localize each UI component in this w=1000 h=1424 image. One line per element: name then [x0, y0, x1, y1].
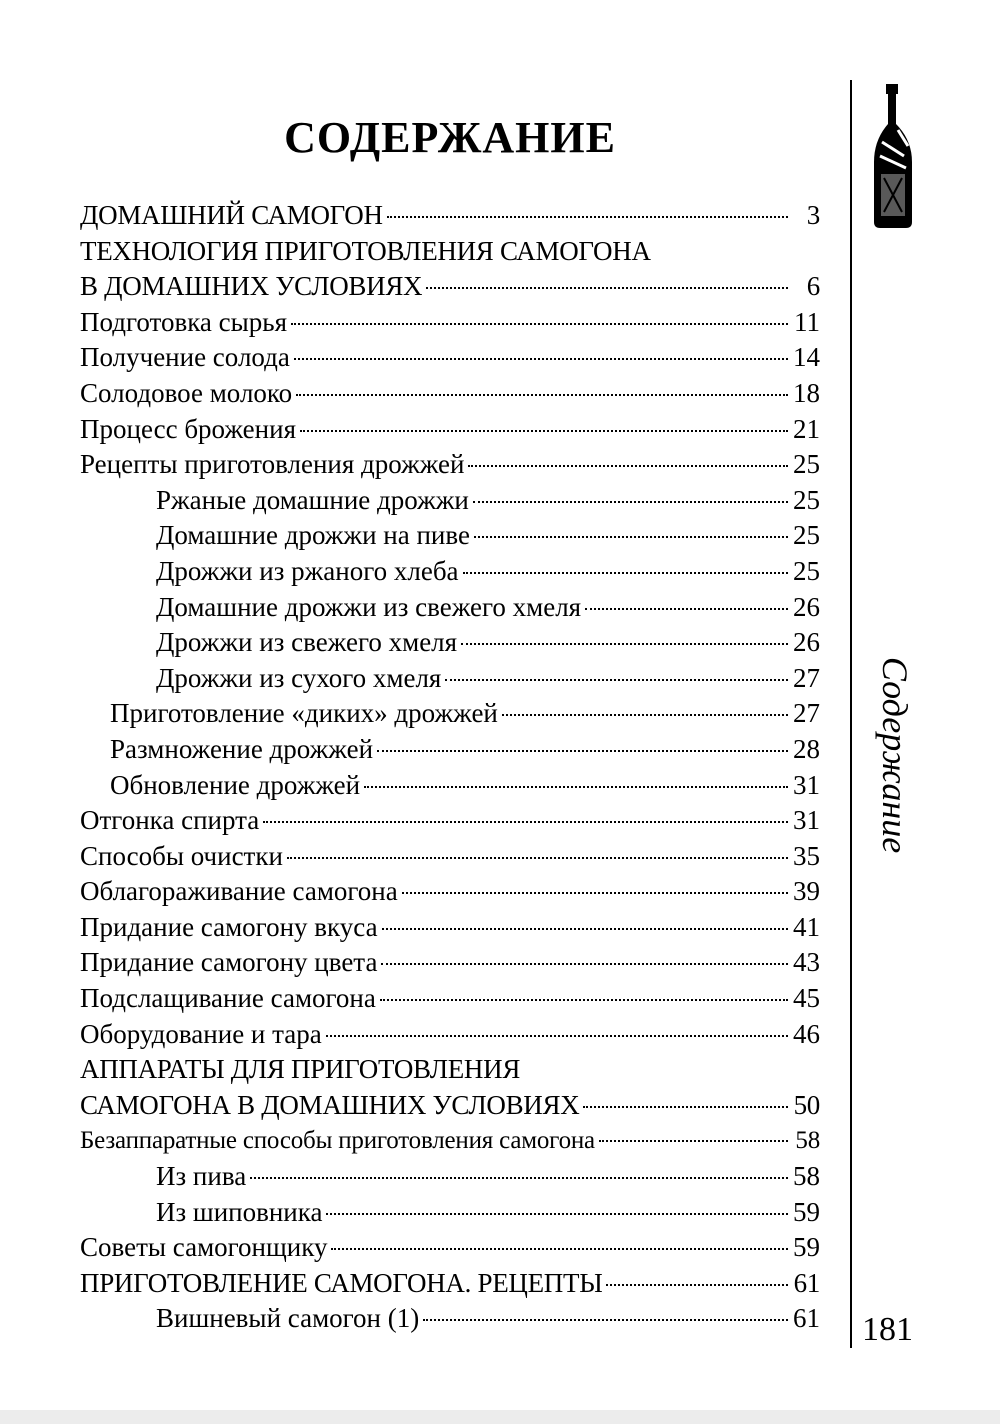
toc-entry-page: 59	[793, 1232, 820, 1263]
toc-entry	[80, 803, 820, 839]
toc-entry-page: 58	[793, 1161, 820, 1192]
toc-entry	[80, 1266, 820, 1302]
toc-entry-title: Размножение дрожжей	[110, 733, 374, 764]
toc-entry-page: 58	[795, 1127, 820, 1155]
dot-leader	[606, 1284, 788, 1286]
toc-entry	[80, 305, 820, 341]
running-section-label: Содержание	[875, 656, 915, 854]
toc-entry-page: 21	[793, 413, 820, 444]
dot-leader	[473, 501, 788, 503]
toc-entry-title: Советы самогонщику	[80, 1232, 328, 1263]
dot-leader	[250, 1177, 788, 1179]
dot-leader	[461, 643, 788, 645]
toc-entry-title: Придание самогону вкуса	[80, 911, 378, 942]
toc-entry-title: Безаппаратные способы приготовления самогона	[80, 1127, 595, 1155]
dot-leader	[423, 1319, 788, 1321]
toc-entry-title: Облагораживание самогона	[80, 876, 398, 907]
toc-entry	[80, 269, 820, 305]
toc-entry	[80, 839, 820, 875]
dot-leader	[502, 714, 788, 716]
toc-entry-title: Рецепты приготовления дрожжей	[80, 449, 465, 480]
toc-entry-page: 25	[793, 555, 820, 586]
toc-entry-title: Процесс брожения	[80, 413, 296, 444]
toc-entry	[80, 340, 820, 376]
toc-entry	[80, 696, 820, 732]
toc-entry	[80, 625, 820, 661]
toc-entry-page: 43	[793, 947, 820, 978]
dot-leader	[583, 1106, 788, 1108]
margin-rule	[850, 80, 852, 1348]
toc-entry-page: 39	[793, 876, 820, 907]
dot-leader	[382, 928, 788, 930]
toc-entry-page: 26	[793, 627, 820, 658]
toc-entry-title: Вишневый самогон (1)	[156, 1303, 420, 1334]
toc-entry-page: 35	[793, 840, 820, 871]
toc-entry-title: Из пива	[156, 1161, 247, 1192]
toc-entry-page: 61	[793, 1303, 820, 1334]
toc-entry-page: 14	[793, 342, 820, 373]
toc-entry-title: Домашние дрожжи на пиве	[156, 520, 470, 551]
toc-entry-page: 25	[793, 520, 820, 551]
toc-entry	[80, 1017, 820, 1053]
toc-entry-page: 27	[793, 698, 820, 729]
toc-entry-title: Обновление дрожжей	[110, 769, 361, 800]
scan-edge	[0, 1410, 1000, 1424]
toc-entry-page: 61	[793, 1267, 820, 1298]
toc-entry-title: Домашние дрожжи из свежего хмеля	[156, 591, 582, 622]
toc-entry	[80, 1301, 820, 1337]
dot-leader	[377, 750, 788, 752]
dot-leader	[474, 536, 788, 538]
toc-entry-title: Дрожжи из свежего хмеля	[156, 627, 458, 658]
dot-leader	[599, 1140, 788, 1142]
toc-entry	[80, 518, 820, 554]
toc-entry	[80, 1123, 820, 1159]
dot-leader	[294, 358, 788, 360]
toc-entry	[80, 945, 820, 981]
toc-entry-page: 18	[793, 377, 820, 408]
dot-leader	[426, 287, 788, 289]
toc-entry-page: 41	[793, 911, 820, 942]
toc-entry-title: Из шиповника	[156, 1196, 323, 1227]
toc-entry-title: Ржаные домашние дрожжи	[156, 484, 469, 515]
toc-entry-title: Способы очистки	[80, 840, 283, 871]
toc-entry-title: ПРИГОТОВЛЕНИЕ САМОГОНА. РЕЦЕПТЫ	[80, 1267, 603, 1298]
toc-entry-title: Дрожжи из ржаного хлеба	[156, 555, 459, 586]
dot-leader	[326, 1213, 788, 1215]
dot-leader	[300, 430, 788, 432]
dot-leader	[287, 857, 788, 859]
toc-entry-page: 3	[806, 200, 820, 230]
table-of-contents	[80, 198, 820, 1337]
toc-entry-page: 45	[793, 983, 820, 1014]
toc-entry-page: 6	[806, 271, 820, 302]
toc-entry	[80, 1088, 820, 1124]
dot-leader	[445, 679, 788, 681]
toc-entry-title: Придание самогону цвета	[80, 947, 378, 978]
dot-leader	[381, 963, 788, 965]
toc-entry	[80, 910, 820, 946]
toc-entry-title: В ДОМАШНИХ УСЛОВИЯХ	[80, 271, 423, 302]
dot-leader	[326, 1035, 788, 1037]
toc-entry-page: 59	[793, 1196, 820, 1227]
dot-leader	[585, 608, 788, 610]
toc-entry-page: 27	[793, 662, 820, 693]
toc-entry-title: Приготовление «диких» дрожжей	[110, 698, 498, 729]
dot-leader	[291, 323, 788, 325]
toc-entry	[80, 412, 820, 448]
toc-entry-title: Подготовка сырья	[80, 306, 287, 337]
toc-entry	[80, 234, 820, 270]
toc-entry-page: 25	[793, 484, 820, 515]
dot-leader	[296, 394, 788, 396]
toc-entry	[80, 981, 820, 1017]
toc-entry	[80, 1052, 820, 1088]
toc-entry	[80, 376, 820, 412]
toc-entry-title: АППАРАТЫ ДЛЯ ПРИГОТОВЛЕНИЯ	[80, 1054, 521, 1085]
dot-leader	[463, 572, 788, 574]
toc-entry-page: 26	[793, 591, 820, 622]
toc-entry-page: 31	[793, 805, 820, 836]
toc-entry	[80, 732, 820, 768]
toc-entry-title: Оборудование и тара	[80, 1018, 322, 1049]
dot-leader	[364, 786, 788, 788]
dot-leader	[387, 216, 788, 218]
toc-entry-page: 50	[793, 1089, 820, 1120]
toc-entry	[80, 1159, 820, 1195]
toc-entry-title: ТЕХНОЛОГИЯ ПРИГОТОВЛЕНИЯ САМОГОНА	[80, 235, 651, 266]
page-title: СОДЕРЖАНИЕ	[284, 113, 616, 163]
toc-entry	[80, 447, 820, 483]
toc-entry-title: Отгонка спирта	[80, 805, 260, 836]
toc-entry	[80, 661, 820, 697]
dot-leader	[402, 892, 788, 894]
dot-leader	[468, 465, 788, 467]
toc-entry-title: Дрожжи из сухого хмеля	[156, 662, 442, 693]
toc-entry-page: 25	[793, 449, 820, 480]
bottle-icon	[868, 82, 918, 232]
toc-entry	[80, 874, 820, 910]
toc-entry-title: ДОМАШНИЙ САМОГОН	[80, 200, 383, 230]
toc-entry-page: 28	[793, 733, 820, 764]
toc-entry-title: Подслащивание самогона	[80, 983, 376, 1014]
toc-entry-title: Получение солода	[80, 342, 290, 373]
toc-entry	[80, 768, 820, 804]
dot-leader	[380, 999, 788, 1001]
page-number: 181	[862, 1311, 913, 1348]
toc-entry	[80, 590, 820, 626]
toc-entry-title: Солодовое молоко	[80, 377, 293, 408]
toc-entry-page: 31	[793, 769, 820, 800]
toc-entry	[80, 1195, 820, 1231]
dot-leader	[331, 1248, 788, 1250]
dot-leader	[263, 821, 788, 823]
toc-entry	[80, 198, 820, 234]
toc-entry	[80, 554, 820, 590]
toc-entry	[80, 483, 820, 519]
toc-entry	[80, 1230, 820, 1266]
toc-entry-page: 46	[793, 1018, 820, 1049]
toc-entry-title: САМОГОНА В ДОМАШНИХ УСЛОВИЯХ	[80, 1089, 580, 1120]
toc-entry-page: 11	[794, 306, 820, 337]
